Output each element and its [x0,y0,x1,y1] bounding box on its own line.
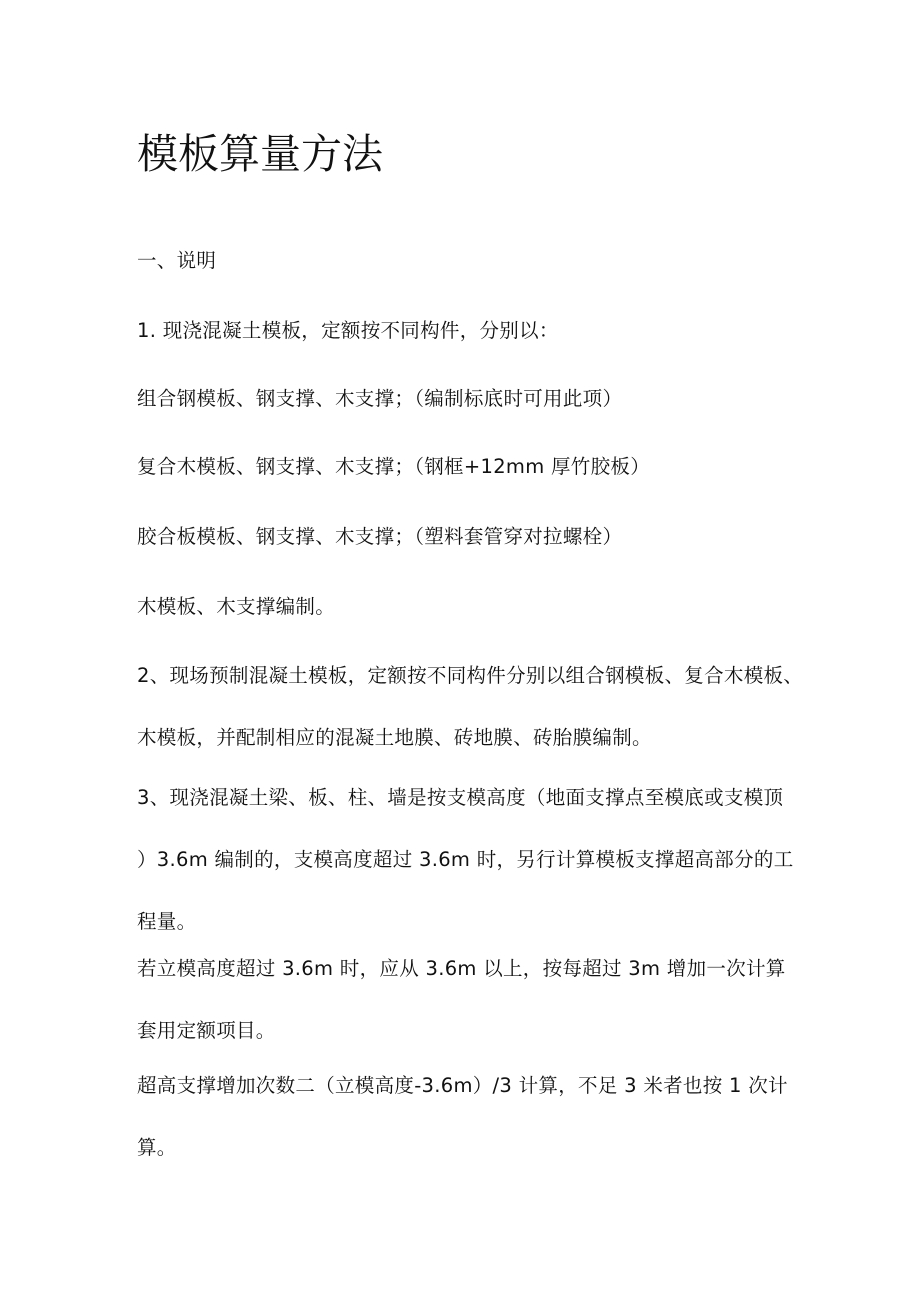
text-line: 组合钢模板、钢支撑、木支撑；（编制标底时可用此项） [137,387,623,410]
section-heading [137,230,797,292]
text-line: 程量。 [137,910,197,933]
paragraph [137,300,797,362]
text-line: 胶合板模板、钢支撑、木支撑；（塑料套管穿对拉螺栓） [137,525,623,548]
text-line: 1. 现浇混凝土模板，定额按不同构件，分别以： [137,319,559,342]
text-line: 若立模高度超过 3.6m 时，应从 3.6m 以上，按每超过 3m 增加一次计算 [137,957,786,980]
text-line: 复合木模板、钢支撑、木支撑；（钢框+12mm 厚竹胶板） [137,455,650,478]
text-line: 一、说明 [137,249,217,272]
paragraph [137,576,797,638]
text-line: 2、现场预制混凝土模板，定额按不同构件分别以组合钢模板、复合木模板、 [137,664,804,687]
paragraph [137,506,797,568]
text-line: ）3.6m 编制的，支模高度超过 3.6m 时，另行计算模板支撑超高部分的工 [137,848,794,871]
paragraph [137,368,797,430]
text-line: 套用定额项目。 [137,1019,276,1042]
text-line: 超高支撑增加次数二（立模高度-3.6m）/3 计算，不足 3 米者也按 1 次计 [137,1074,788,1097]
text-line: 木模板，并配制相应的混凝土地膜、砖地膜、砖胎膜编制。 [137,726,652,749]
text-line: 算。 [137,1136,177,1159]
paragraph [137,1055,797,1179]
text-line: 3、现浇混凝土梁、板、柱、墙是按支模高度（地面支撑点至模底或支模顶 [137,786,784,809]
text-line: 木模板、木支撑编制。 [137,595,336,618]
document-title: 模板算量方法 [137,130,383,178]
paragraph [137,938,797,1062]
paragraph [137,767,797,953]
paragraph [137,645,804,769]
paragraph [137,436,797,498]
